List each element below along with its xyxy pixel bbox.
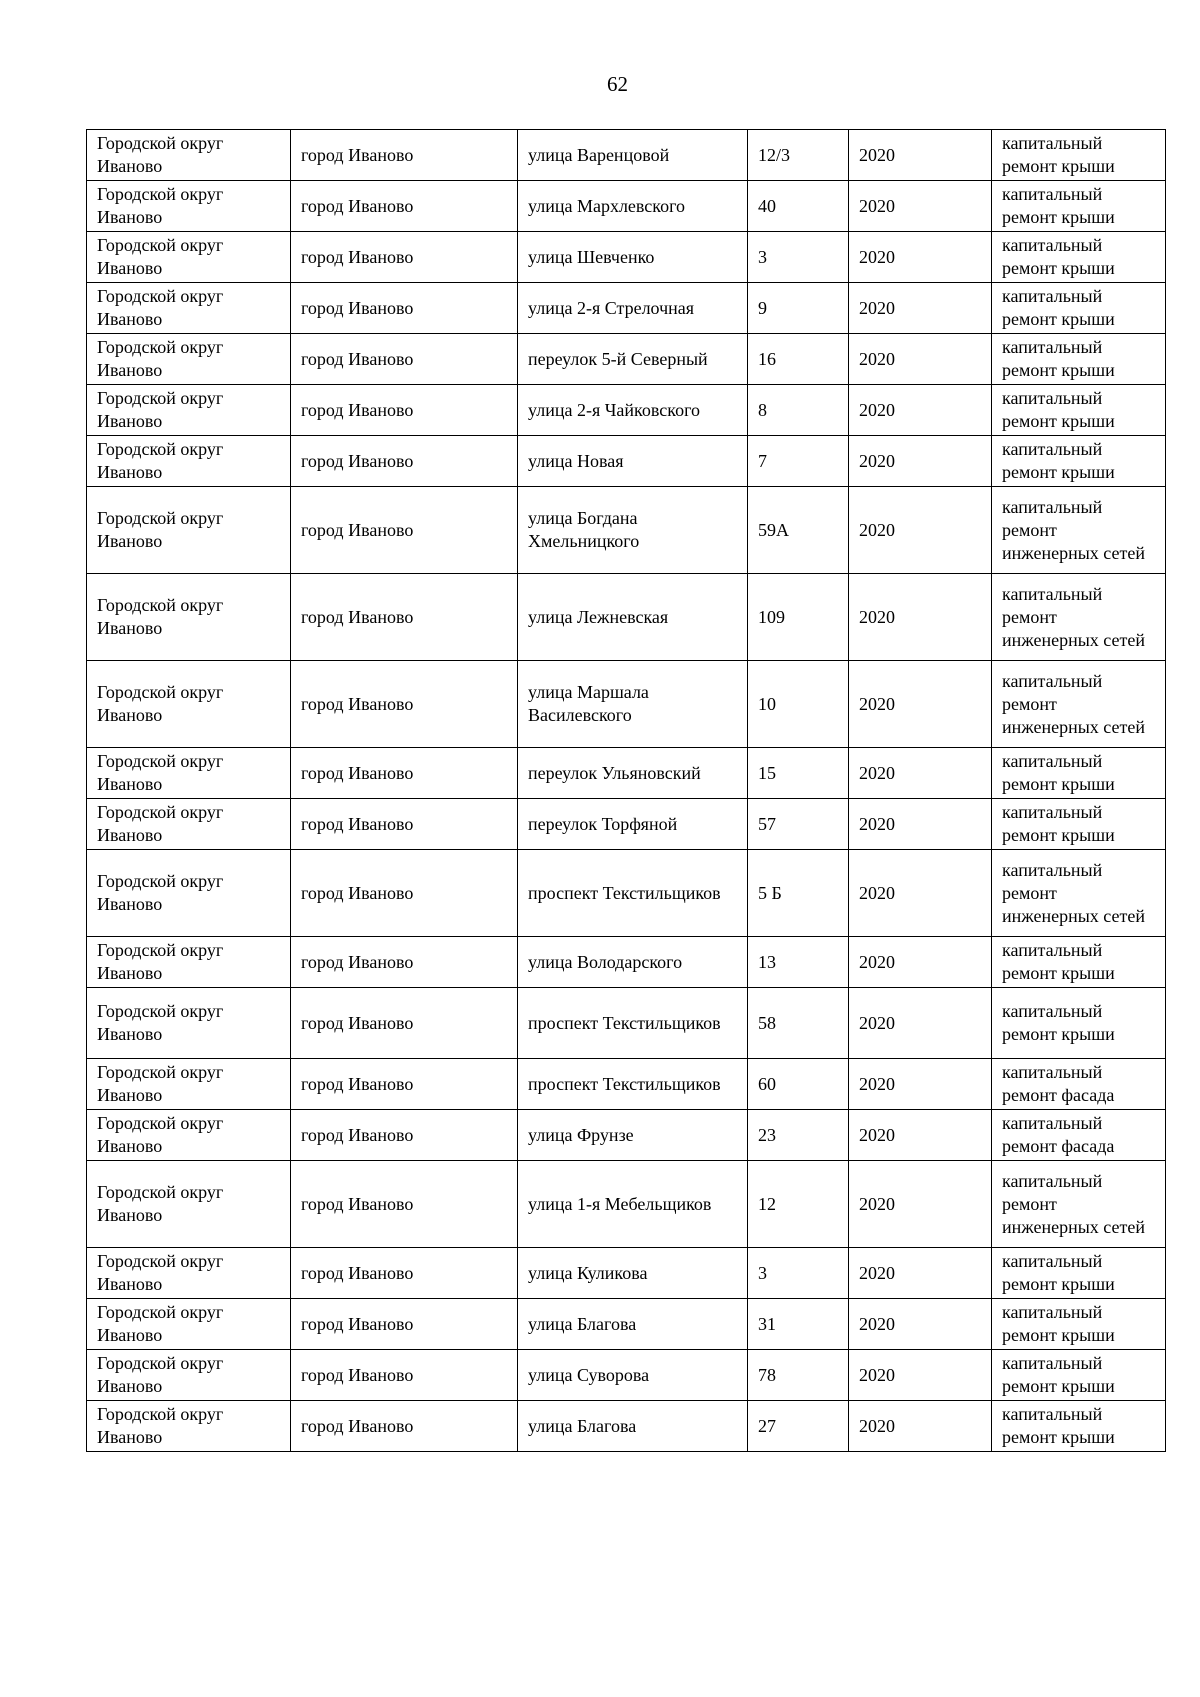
district-cell: Городской округ Иваново [87, 1248, 291, 1299]
table-row [87, 181, 1166, 232]
district-cell: Городской округ Иваново [87, 937, 291, 988]
city-cell: город Иваново [291, 661, 518, 748]
district-cell: Городской округ Иваново [87, 334, 291, 385]
street-cell: улица Маршала Василевского [518, 661, 748, 748]
street-cell: улица Шевченко [518, 232, 748, 283]
city-cell: город Иваново [291, 574, 518, 661]
work-type-cell: капитальный ремонт крыши [992, 130, 1166, 181]
work-type-cell: капитальный ремонт крыши [992, 181, 1166, 232]
work-type-cell: капитальный ремонт крыши [992, 283, 1166, 334]
year-cell: 2020 [849, 1059, 992, 1110]
table-row [87, 850, 1166, 937]
table-row [87, 574, 1166, 661]
city-cell: город Иваново [291, 850, 518, 937]
work-type-cell: капитальный ремонт крыши [992, 232, 1166, 283]
district-cell: Городской округ Иваново [87, 1401, 291, 1452]
house-number-cell: 13 [748, 937, 849, 988]
district-cell: Городской округ Иваново [87, 661, 291, 748]
table-row [87, 1299, 1166, 1350]
house-number-cell: 59А [748, 487, 849, 574]
table-row [87, 661, 1166, 748]
district-cell: Городской округ Иваново [87, 283, 291, 334]
street-cell: улица Мархлевского [518, 181, 748, 232]
house-number-cell: 7 [748, 436, 849, 487]
table-row [87, 436, 1166, 487]
table-row [87, 1059, 1166, 1110]
district-cell: Городской округ Иваново [87, 748, 291, 799]
district-cell: Городской округ Иваново [87, 487, 291, 574]
work-type-cell: капитальный ремонт фасада [992, 1059, 1166, 1110]
work-type-cell: капитальный ремонт инженерных сетей [992, 574, 1166, 661]
district-cell: Городской округ Иваново [87, 385, 291, 436]
work-type-cell: капитальный ремонт инженерных сетей [992, 1161, 1166, 1248]
house-number-cell: 23 [748, 1110, 849, 1161]
year-cell: 2020 [849, 1401, 992, 1452]
city-cell: город Иваново [291, 232, 518, 283]
district-cell: Городской округ Иваново [87, 1299, 291, 1350]
city-cell: город Иваново [291, 181, 518, 232]
year-cell: 2020 [849, 850, 992, 937]
street-cell: проспект Текстильщиков [518, 1059, 748, 1110]
street-cell: проспект Текстильщиков [518, 850, 748, 937]
house-number-cell: 8 [748, 385, 849, 436]
work-type-cell: капитальный ремонт крыши [992, 1401, 1166, 1452]
house-number-cell: 78 [748, 1350, 849, 1401]
year-cell: 2020 [849, 130, 992, 181]
street-cell: переулок Ульяновский [518, 748, 748, 799]
house-number-cell: 31 [748, 1299, 849, 1350]
registry-table-body [87, 130, 1166, 1452]
work-type-cell: капитальный ремонт крыши [992, 1248, 1166, 1299]
year-cell: 2020 [849, 1110, 992, 1161]
year-cell: 2020 [849, 1299, 992, 1350]
street-cell: переулок 5-й Северный [518, 334, 748, 385]
table-row [87, 232, 1166, 283]
year-cell: 2020 [849, 385, 992, 436]
page-number: 62 [607, 72, 628, 96]
year-cell: 2020 [849, 748, 992, 799]
year-cell: 2020 [849, 283, 992, 334]
registry-table [86, 129, 1166, 1452]
table-row [87, 748, 1166, 799]
city-cell: город Иваново [291, 988, 518, 1059]
city-cell: город Иваново [291, 130, 518, 181]
house-number-cell: 60 [748, 1059, 849, 1110]
house-number-cell: 3 [748, 232, 849, 283]
house-number-cell: 16 [748, 334, 849, 385]
street-cell: улица 2-я Чайковского [518, 385, 748, 436]
district-cell: Городской округ Иваново [87, 436, 291, 487]
district-cell: Городской округ Иваново [87, 1059, 291, 1110]
street-cell: проспект Текстильщиков [518, 988, 748, 1059]
year-cell: 2020 [849, 799, 992, 850]
year-cell: 2020 [849, 661, 992, 748]
city-cell: город Иваново [291, 1401, 518, 1452]
street-cell: переулок Торфяной [518, 799, 748, 850]
district-cell: Городской округ Иваново [87, 988, 291, 1059]
district-cell: Городской округ Иваново [87, 799, 291, 850]
house-number-cell: 10 [748, 661, 849, 748]
work-type-cell: капитальный ремонт крыши [992, 937, 1166, 988]
district-cell: Городской округ Иваново [87, 850, 291, 937]
table-row [87, 799, 1166, 850]
work-type-cell: капитальный ремонт крыши [992, 799, 1166, 850]
city-cell: город Иваново [291, 1350, 518, 1401]
city-cell: город Иваново [291, 1059, 518, 1110]
work-type-cell: капитальный ремонт инженерных сетей [992, 661, 1166, 748]
table-row [87, 1401, 1166, 1452]
city-cell: город Иваново [291, 1161, 518, 1248]
city-cell: город Иваново [291, 799, 518, 850]
street-cell: улица Богдана Хмельницкого [518, 487, 748, 574]
city-cell: город Иваново [291, 748, 518, 799]
work-type-cell: капитальный ремонт инженерных сетей [992, 487, 1166, 574]
street-cell: улица Новая [518, 436, 748, 487]
house-number-cell: 3 [748, 1248, 849, 1299]
year-cell: 2020 [849, 1350, 992, 1401]
street-cell: улица Варенцовой [518, 130, 748, 181]
house-number-cell: 40 [748, 181, 849, 232]
house-number-cell: 27 [748, 1401, 849, 1452]
street-cell: улица Володарского [518, 937, 748, 988]
house-number-cell: 15 [748, 748, 849, 799]
table-row [87, 988, 1166, 1059]
work-type-cell: капитальный ремонт крыши [992, 436, 1166, 487]
year-cell: 2020 [849, 334, 992, 385]
table-row [87, 385, 1166, 436]
work-type-cell: капитальный ремонт крыши [992, 748, 1166, 799]
city-cell: город Иваново [291, 334, 518, 385]
street-cell: улица Куликова [518, 1248, 748, 1299]
house-number-cell: 12/3 [748, 130, 849, 181]
district-cell: Городской округ Иваново [87, 232, 291, 283]
street-cell: улица 1-я Мебельщиков [518, 1161, 748, 1248]
table-row [87, 334, 1166, 385]
year-cell: 2020 [849, 487, 992, 574]
street-cell: улица Фрунзе [518, 1110, 748, 1161]
table-row [87, 487, 1166, 574]
house-number-cell: 109 [748, 574, 849, 661]
year-cell: 2020 [849, 232, 992, 283]
table-row [87, 1161, 1166, 1248]
district-cell: Городской округ Иваново [87, 181, 291, 232]
city-cell: город Иваново [291, 487, 518, 574]
city-cell: город Иваново [291, 937, 518, 988]
district-cell: Городской округ Иваново [87, 1161, 291, 1248]
work-type-cell: капитальный ремонт крыши [992, 1350, 1166, 1401]
house-number-cell: 9 [748, 283, 849, 334]
work-type-cell: капитальный ремонт крыши [992, 334, 1166, 385]
work-type-cell: капитальный ремонт фасада [992, 1110, 1166, 1161]
district-cell: Городской округ Иваново [87, 130, 291, 181]
city-cell: город Иваново [291, 283, 518, 334]
year-cell: 2020 [849, 436, 992, 487]
work-type-cell: капитальный ремонт крыши [992, 1299, 1166, 1350]
street-cell: улица Суворова [518, 1350, 748, 1401]
city-cell: город Иваново [291, 385, 518, 436]
year-cell: 2020 [849, 1161, 992, 1248]
table-row [87, 1248, 1166, 1299]
year-cell: 2020 [849, 988, 992, 1059]
year-cell: 2020 [849, 181, 992, 232]
table-row [87, 130, 1166, 181]
house-number-cell: 5 Б [748, 850, 849, 937]
street-cell: улица Лежневская [518, 574, 748, 661]
district-cell: Городской округ Иваново [87, 574, 291, 661]
city-cell: город Иваново [291, 1110, 518, 1161]
city-cell: город Иваново [291, 1299, 518, 1350]
work-type-cell: капитальный ремонт крыши [992, 988, 1166, 1059]
street-cell: улица Благова [518, 1299, 748, 1350]
year-cell: 2020 [849, 937, 992, 988]
table-row [87, 1350, 1166, 1401]
table-row [87, 283, 1166, 334]
district-cell: Городской округ Иваново [87, 1110, 291, 1161]
city-cell: город Иваново [291, 436, 518, 487]
house-number-cell: 58 [748, 988, 849, 1059]
house-number-cell: 57 [748, 799, 849, 850]
district-cell: Городской округ Иваново [87, 1350, 291, 1401]
work-type-cell: капитальный ремонт крыши [992, 385, 1166, 436]
house-number-cell: 12 [748, 1161, 849, 1248]
table-row [87, 1110, 1166, 1161]
year-cell: 2020 [849, 574, 992, 661]
street-cell: улица Благова [518, 1401, 748, 1452]
street-cell: улица 2-я Стрелочная [518, 283, 748, 334]
work-type-cell: капитальный ремонт инженерных сетей [992, 850, 1166, 937]
city-cell: город Иваново [291, 1248, 518, 1299]
table-row [87, 937, 1166, 988]
year-cell: 2020 [849, 1248, 992, 1299]
